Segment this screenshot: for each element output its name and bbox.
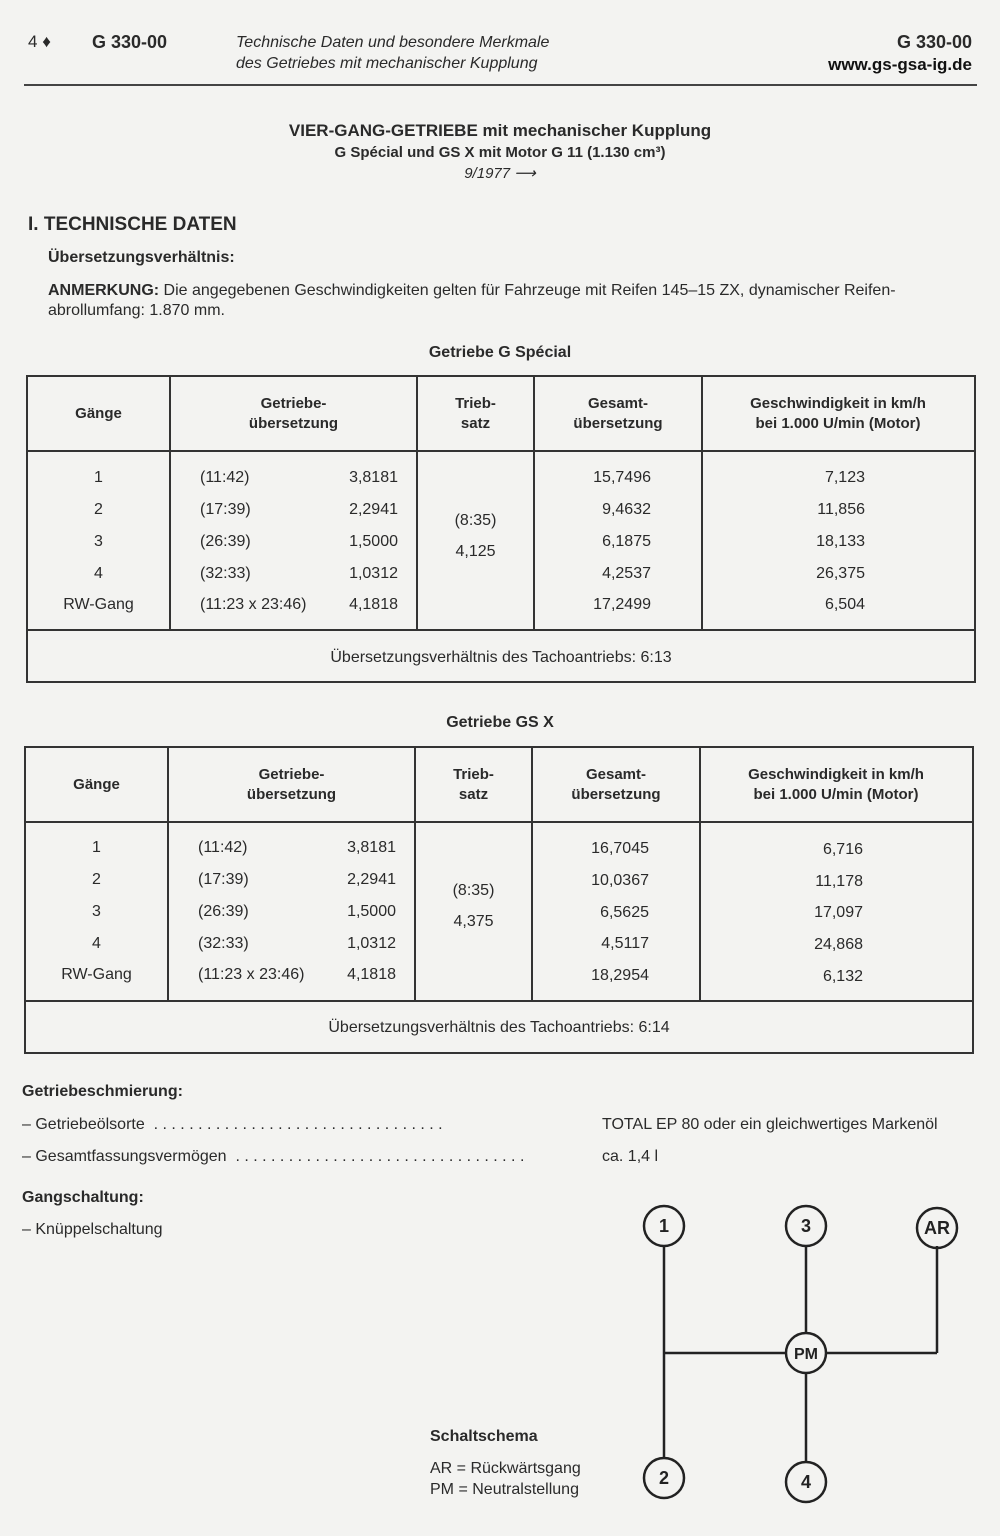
table-row-total: 9,4632 [602, 501, 651, 518]
header-speed: Geschwindigkeit in km/h bei 1.000 U/min (Motor) [748, 765, 924, 803]
table-row-ratio: 4,1818 [347, 966, 396, 983]
schema-heading: Schaltschema [430, 1428, 538, 1445]
table-row-ratio: 3,8181 [347, 839, 396, 856]
header-description: Technische Daten und besondere Merkmale des Getriebes mit mechanischer Kupplung [236, 34, 550, 72]
header-gears: Gänge [73, 775, 120, 793]
table-row-gear: 1 [92, 839, 101, 856]
table-row-speed: 11,178 [815, 873, 863, 890]
lubrication-item: – Getriebeölsorte . . . . . . . . . . . . . . . . . . . . . . . . . . . . . . . . . TOTAL EP 80 oder ein gleichwertiges Markenöl [22, 1116, 938, 1133]
table-row-ratio: 2,2941 [349, 501, 398, 518]
header-gears: Gänge [75, 404, 122, 422]
header-speed: Geschwindigkeit in km/h bei 1.000 U/min (Motor) [750, 394, 926, 432]
table-row-speed: 7,123 [824, 469, 865, 486]
gear-label-3: 3 [800, 1216, 812, 1236]
note: ANMERKUNG: Die angegebenen Geschwindigkeiten gelten für Fahrzeuge mit Reifen 145–15 ZX, dynamischer Reifen-abrollumfang: 1.870 mm. [48, 282, 896, 319]
table-row-total: 18,2954 [591, 967, 649, 984]
drive-ratio: (8:35) [454, 512, 497, 529]
doc-code-right: G 330-00 [896, 32, 972, 52]
table-row-speed: 17,097 [814, 904, 863, 921]
header-ratio: Getriebe- übersetzung [246, 765, 337, 803]
header-total: Gesamt- übersetzung [573, 394, 663, 432]
gear-label-4: 4 [800, 1472, 812, 1492]
table-row-speed: 6,716 [822, 841, 863, 858]
table-row-gear: 3 [92, 903, 101, 920]
table-row-gear: RW-Gang [63, 596, 134, 613]
table-row-teeth: (26:39) [198, 903, 249, 920]
lubrication-item: – Gesamtfassungsvermögen . . . . . . . . . . . . . . . . . . . . . . . . . . . . . . . . . ca. 1,4 l [22, 1148, 659, 1165]
table-row-ratio: 1,0312 [349, 565, 398, 582]
table-row-gear: 2 [94, 501, 103, 518]
lubrication-heading: Getriebeschmierung: [22, 1083, 183, 1100]
table-row-total: 16,7045 [591, 840, 649, 857]
drive-value: 4,125 [455, 543, 496, 560]
website-label: www.gs-gsa-ig.de [828, 55, 972, 74]
table-row-teeth: (11:42) [200, 469, 250, 486]
drive-ratio: (8:35) [452, 882, 495, 899]
gear-label-pm: PM [794, 1346, 818, 1363]
table-row-total: 6,5625 [600, 904, 649, 921]
table-row-speed: 6,504 [824, 596, 865, 613]
header-rule [24, 84, 977, 86]
table-row-gear: 1 [94, 469, 103, 486]
schema-legend-pm: PM = Neutralstellung [430, 1481, 579, 1498]
table-row-teeth: (26:39) [200, 533, 251, 550]
table-row-ratio: 1,0312 [347, 935, 396, 952]
table-row-ratio: 1,5000 [349, 533, 398, 550]
table-row-total: 6,1875 [602, 533, 651, 550]
table-row-teeth: (32:33) [200, 565, 251, 582]
table-row-gear: 3 [94, 533, 103, 550]
table-row-teeth: (17:39) [200, 501, 251, 518]
shifting-item: – Knüppelschaltung [22, 1221, 163, 1238]
table-row-teeth: (11:23 x 23:46) [200, 596, 307, 613]
table-title-gs-x: Getriebe GS X [446, 714, 554, 731]
shift-schema-diagram [0, 1190, 1000, 1530]
gear-label-1: 1 [658, 1216, 670, 1236]
tacho-ratio: Übersetzungsverhältnis des Tachoantriebs: 6:13 [330, 649, 672, 666]
document-title: VIER-GANG-GETRIEBE mit mechanischer Kupplung G Spécial und GS X mit Motor G 11 (1.130 cm³) 9/1977 ⟶ [288, 121, 712, 182]
tacho-ratio: Übersetzungsverhältnis des Tachoantriebs: 6:14 [328, 1019, 670, 1036]
table-row-ratio: 1,5000 [347, 903, 396, 920]
table-row-ratio: 2,2941 [347, 871, 396, 888]
table-row-speed: 11,856 [817, 501, 865, 518]
table-row-speed: 18,133 [816, 533, 865, 550]
shifting-heading: Gangschaltung: [22, 1189, 144, 1206]
table-row-gear: 4 [92, 935, 101, 952]
header-drive: Trieb- satz [453, 765, 494, 803]
table-row-gear: 4 [94, 565, 103, 582]
header-drive: Trieb- satz [455, 394, 496, 432]
table-row-speed: 26,375 [816, 565, 865, 582]
table-row-speed: 6,132 [822, 968, 863, 985]
table-row-total: 4,5117 [601, 935, 649, 952]
section-subheading: Übersetzungsverhältnis: [48, 249, 235, 266]
table-row-gear: 2 [92, 871, 101, 888]
doc-code: G 330-00 [92, 32, 168, 52]
table-title-g-special: Getriebe G Spécial [428, 344, 572, 361]
header-total: Gesamt- übersetzung [571, 765, 661, 803]
table-row-gear: RW-Gang [61, 966, 132, 983]
header-ratio: Getriebe- übersetzung [248, 394, 339, 432]
page-number: 4 ♦ [28, 32, 51, 51]
section-heading: I. TECHNISCHE DATEN [28, 214, 237, 235]
table-row-total: 17,2499 [593, 596, 651, 613]
table-row-teeth: (17:39) [198, 871, 249, 888]
header-right [828, 32, 972, 75]
gear-label-2: 2 [658, 1468, 670, 1488]
table-row-teeth: (11:23 x 23:46) [198, 966, 305, 983]
table-row-ratio: 3,8181 [349, 469, 398, 486]
table-row-total: 15,7496 [593, 469, 651, 486]
table-row-total: 4,2537 [602, 565, 651, 582]
schema-legend-ar: AR = Rückwärtsgang [430, 1460, 581, 1477]
table-row-ratio: 4,1818 [349, 596, 398, 613]
table-row-teeth: (11:42) [198, 839, 248, 856]
table-row-speed: 24,868 [814, 936, 863, 953]
table-row-total: 10,0367 [591, 872, 649, 889]
table-row-teeth: (32:33) [198, 935, 249, 952]
drive-value: 4,375 [453, 913, 494, 930]
table-gs-x [24, 746, 974, 1054]
table-g-special [26, 375, 976, 683]
gear-label-ar: AR [924, 1218, 950, 1238]
